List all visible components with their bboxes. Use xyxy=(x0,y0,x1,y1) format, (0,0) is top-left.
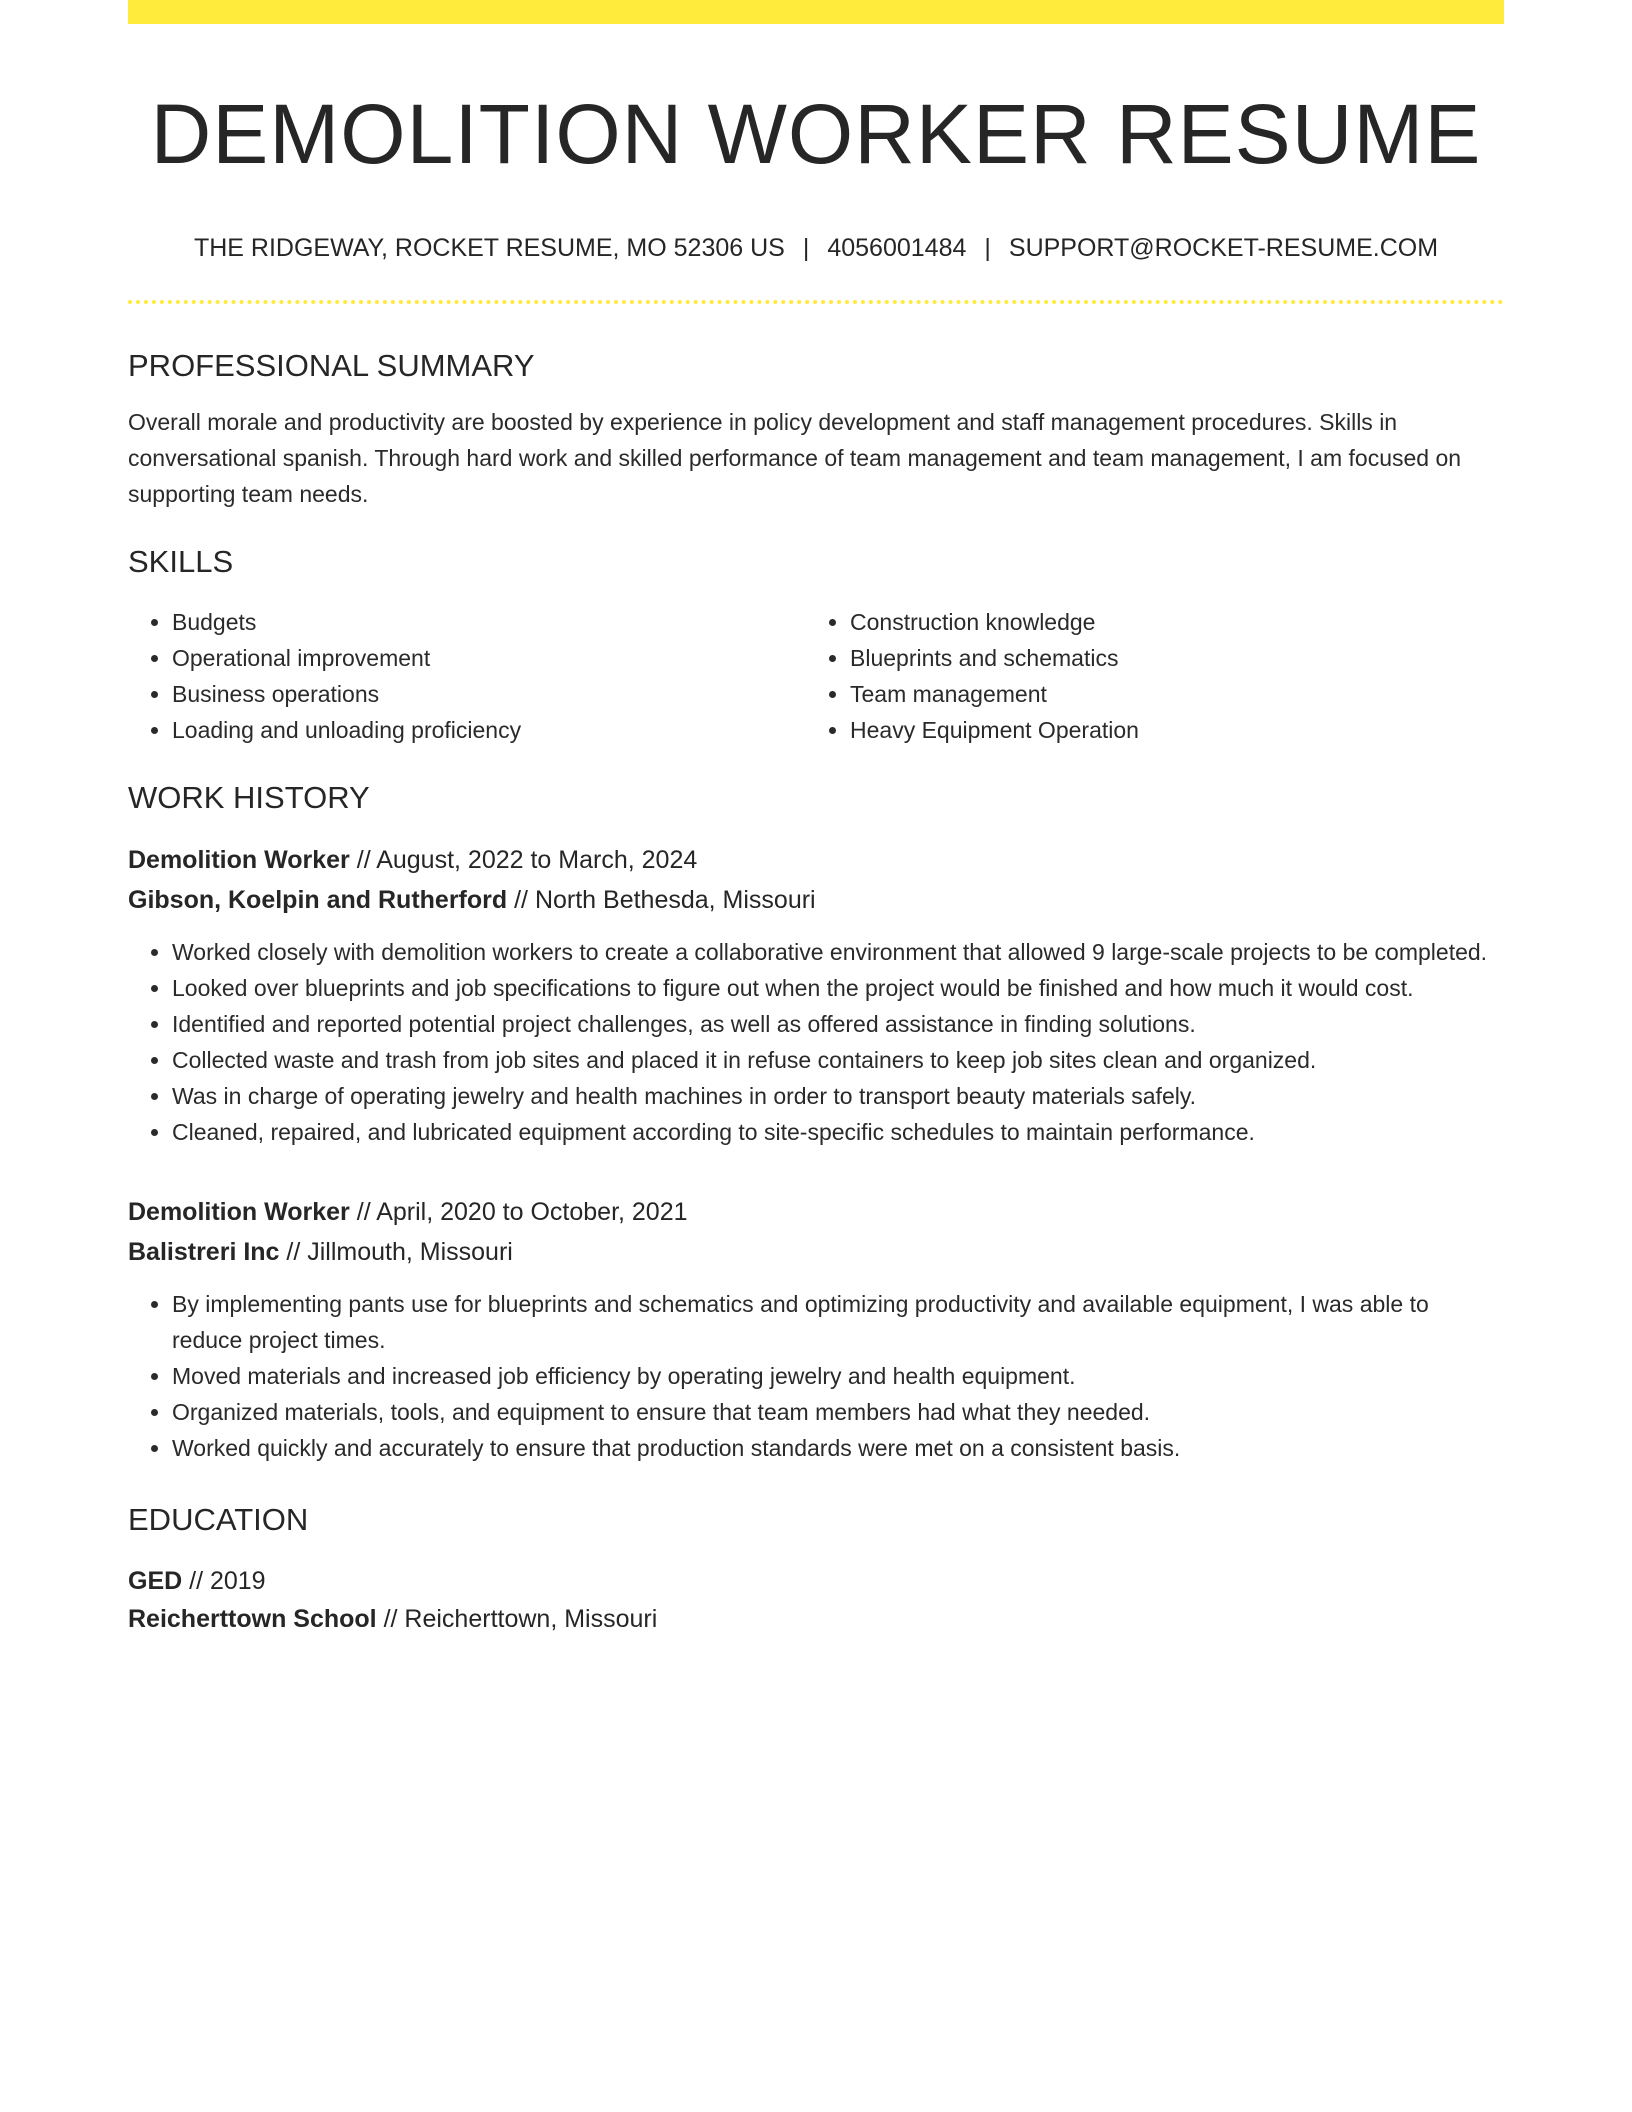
education-degree-line xyxy=(128,1562,1504,1600)
skill-item: • Budgets xyxy=(172,604,806,640)
contact-line xyxy=(128,232,1504,264)
education-entry xyxy=(128,1562,1504,1638)
job-bullet: • Worked closely with demolition workers to create a collaborative environment that allowed 9 large-scale projects to be completed. xyxy=(172,934,1504,970)
contact-separator: | xyxy=(984,234,991,262)
education-heading: EDUCATION xyxy=(128,1502,309,1537)
skill-item: • Heavy Equipment Operation xyxy=(850,712,1484,748)
skill-item: • Loading and unloading proficiency xyxy=(172,712,806,748)
job-entry xyxy=(128,1192,1504,1466)
education-year: // 2019 xyxy=(182,1567,266,1595)
job-title-line xyxy=(128,1192,1504,1232)
skill-item: • Team management xyxy=(850,676,1484,712)
job-bullets xyxy=(128,934,1504,1150)
education-location: // Reicherttown, Missouri xyxy=(376,1605,658,1633)
job-title: Demolition Worker xyxy=(128,1198,350,1226)
job-company: Gibson, Koelpin and Rutherford xyxy=(128,886,508,914)
job-company-line xyxy=(128,880,1504,920)
education-school-line xyxy=(128,1600,1504,1638)
summary-text: Overall morale and productivity are boosted by experience in policy development and staff management procedures. Skills in conversational spanish. Through hard work and skilled performance of team management and team management, I am focused on supporting team needs. xyxy=(128,409,1462,507)
job-title: Demolition Worker xyxy=(128,846,350,874)
job-bullets xyxy=(128,1286,1504,1466)
education-degree: GED xyxy=(128,1567,183,1595)
job-bullet: • Collected waste and trash from job sites and placed it in refuse containers to keep job sites clean and organized. xyxy=(172,1042,1504,1078)
job-entry xyxy=(128,840,1504,1150)
skill-item: • Blueprints and schematics xyxy=(850,640,1484,676)
dotted-divider xyxy=(128,300,1504,304)
skills-list xyxy=(128,604,1504,748)
job-dates: // April, 2020 to October, 2021 xyxy=(349,1198,688,1226)
skills-heading: SKILLS xyxy=(128,544,234,579)
summary-heading: PROFESSIONAL SUMMARY xyxy=(128,348,535,383)
resume-title: DEMOLITION WORKER RESUME xyxy=(150,87,1482,181)
job-bullet: • Was in charge of operating jewelry and health machines in order to transport beauty materials safely. xyxy=(172,1078,1504,1114)
job-bullet: • Worked quickly and accurately to ensure that production standards were met on a consistent basis. xyxy=(172,1430,1504,1466)
job-bullet: • Moved materials and increased job efficiency by operating jewelry and health equipment. xyxy=(172,1358,1504,1394)
job-bullet: • Identified and reported potential project challenges, as well as offered assistance in finding solutions. xyxy=(172,1006,1504,1042)
job-company-line xyxy=(128,1232,1504,1272)
job-location: // North Bethesda, Missouri xyxy=(507,886,816,914)
contact-email: SUPPORT@ROCKET-RESUME.COM xyxy=(1008,234,1439,262)
contact-separator: | xyxy=(802,234,810,262)
job-title-line xyxy=(128,840,1504,880)
job-bullet: • Organized materials, tools, and equipment to ensure that team members had what they needed. xyxy=(172,1394,1504,1430)
contact-address: THE RIDGEWAY, ROCKET RESUME, MO 52306 US xyxy=(193,234,785,262)
skill-item: • Business operations xyxy=(172,676,806,712)
job-company: Balistreri Inc xyxy=(128,1238,280,1266)
job-bullet: • Looked over blueprints and job specifications to figure out when the project would be finished and how much it would cost. xyxy=(172,970,1504,1006)
education-school: Reicherttown School xyxy=(128,1605,377,1633)
work-history-heading: WORK HISTORY xyxy=(128,780,370,815)
skill-item: • Operational improvement xyxy=(172,640,806,676)
contact-phone: 4056001484 xyxy=(827,234,967,262)
job-location: // Jillmouth, Missouri xyxy=(279,1238,513,1266)
job-bullet: • Cleaned, repaired, and lubricated equipment according to site-specific schedules to maintain performance. xyxy=(172,1114,1504,1150)
skills-column-left xyxy=(128,604,806,748)
job-dates: // August, 2022 to March, 2024 xyxy=(349,846,698,874)
skill-item: • Construction knowledge xyxy=(850,604,1484,640)
skills-column-right xyxy=(806,604,1484,748)
job-bullet: • By implementing pants use for blueprints and schematics and optimizing productivity and available equipment, I was able to reduce project times. xyxy=(172,1286,1504,1358)
accent-bar xyxy=(128,0,1504,24)
resume-page xyxy=(128,0,1504,1638)
